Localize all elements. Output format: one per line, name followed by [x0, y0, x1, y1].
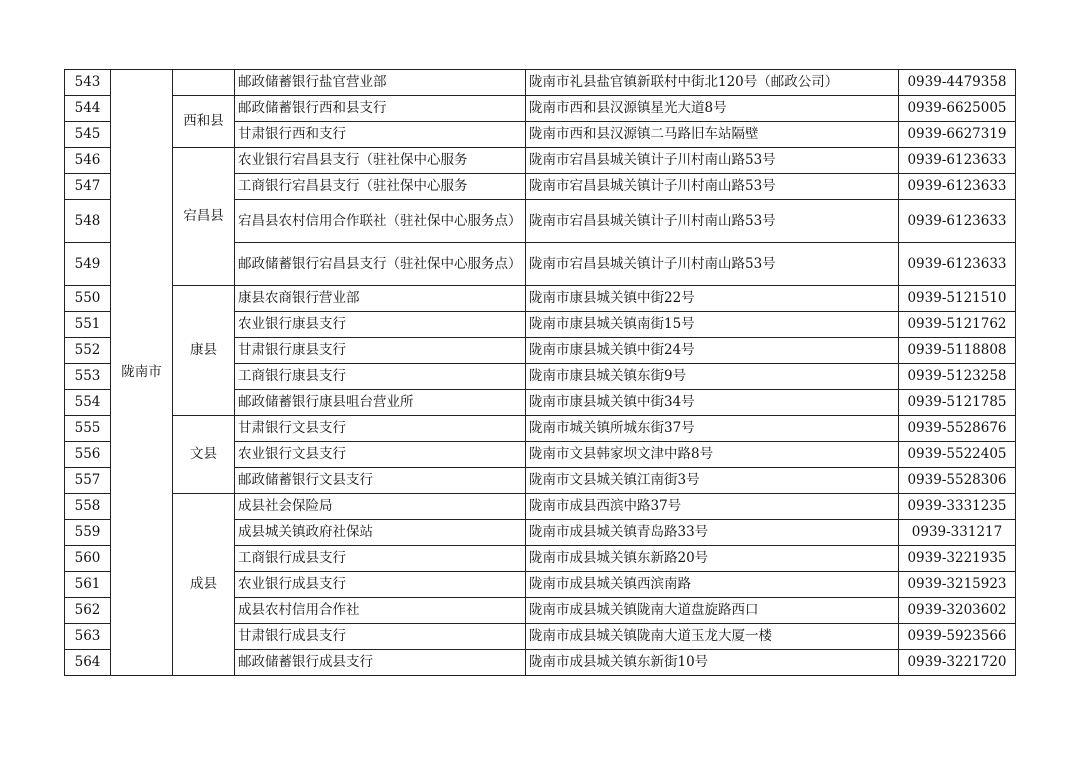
institution-address: 陇南市城关镇所城东街37号 — [526, 416, 899, 442]
institution-phone: 0939-6627319 — [899, 122, 1016, 148]
institution-name: 农业银行康县支行 — [235, 312, 526, 338]
institution-name: 邮政储蓄银行文县支行 — [235, 468, 526, 494]
institution-name: 工商银行成县支行 — [235, 546, 526, 572]
institution-phone: 0939-6123633 — [899, 243, 1016, 286]
institution-name: 农业银行宕昌县支行（驻社保中心服务 — [235, 148, 526, 174]
row-number: 551 — [65, 312, 111, 338]
row-number: 546 — [65, 148, 111, 174]
institution-phone: 0939-3221720 — [899, 650, 1016, 676]
row-number: 547 — [65, 174, 111, 200]
institution-name: 农业银行文县支行 — [235, 442, 526, 468]
institution-phone: 0939-6123633 — [899, 200, 1016, 243]
table-row — [65, 286, 1016, 312]
row-number: 549 — [65, 243, 111, 286]
institution-phone: 0939-5923566 — [899, 624, 1016, 650]
institution-name: 成县农村信用合作社 — [235, 598, 526, 624]
county-cell: 康县 — [173, 286, 235, 416]
institution-name: 甘肃银行西和支行 — [235, 122, 526, 148]
institution-name: 工商银行康县支行 — [235, 364, 526, 390]
county-cell: 西和县 — [173, 96, 235, 148]
institution-address: 陇南市文县城关镇江南街3号 — [526, 468, 899, 494]
city-cell: 陇南市 — [111, 70, 173, 676]
row-number: 543 — [65, 70, 111, 96]
institution-phone: 0939-5121510 — [899, 286, 1016, 312]
county-cell: 成县 — [173, 494, 235, 676]
institution-table — [64, 69, 1016, 676]
institution-phone: 0939-5118808 — [899, 338, 1016, 364]
table-row — [65, 70, 1016, 96]
institution-address: 陇南市康县城关镇中街24号 — [526, 338, 899, 364]
institution-name: 成县社会保险局 — [235, 494, 526, 520]
institution-name: 工商银行宕昌县支行（驻社保中心服务 — [235, 174, 526, 200]
institution-name: 邮政储蓄银行成县支行 — [235, 650, 526, 676]
institution-address: 陇南市宕昌县城关镇计子川村南山路53号 — [526, 200, 899, 243]
institution-name: 邮政储蓄银行西和县支行 — [235, 96, 526, 122]
institution-name: 甘肃银行康县支行 — [235, 338, 526, 364]
row-number: 563 — [65, 624, 111, 650]
institution-address: 陇南市康县城关镇南街15号 — [526, 312, 899, 338]
row-number: 552 — [65, 338, 111, 364]
institution-address: 陇南市成县城关镇东新街10号 — [526, 650, 899, 676]
institution-phone: 0939-5123258 — [899, 364, 1016, 390]
table-row — [65, 148, 1016, 174]
institution-phone: 0939-6123633 — [899, 148, 1016, 174]
row-number: 554 — [65, 390, 111, 416]
institution-name: 农业银行成县支行 — [235, 572, 526, 598]
institution-phone: 0939-5528306 — [899, 468, 1016, 494]
institution-name: 康县农商银行营业部 — [235, 286, 526, 312]
institution-phone: 0939-3203602 — [899, 598, 1016, 624]
institution-address: 陇南市成县城关镇陇南大道玉龙大厦一楼 — [526, 624, 899, 650]
row-number: 550 — [65, 286, 111, 312]
table-row — [65, 416, 1016, 442]
institution-name: 邮政储蓄银行康县咀台营业所 — [235, 390, 526, 416]
institution-address: 陇南市成县城关镇青岛路33号 — [526, 520, 899, 546]
institution-phone: 0939-331217 — [899, 520, 1016, 546]
institution-address: 陇南市成县城关镇西滨南路 — [526, 572, 899, 598]
institution-phone: 0939-3331235 — [899, 494, 1016, 520]
institution-name: 邮政储蓄银行宕昌县支行（驻社保中心服务点） — [235, 243, 526, 286]
institution-address: 陇南市文县韩家坝文津中路8号 — [526, 442, 899, 468]
county-cell — [173, 70, 235, 96]
row-number: 558 — [65, 494, 111, 520]
institution-name: 甘肃银行成县支行 — [235, 624, 526, 650]
institution-phone: 0939-5121785 — [899, 390, 1016, 416]
institution-address: 陇南市成县城关镇陇南大道盘旋路西口 — [526, 598, 899, 624]
institution-address: 陇南市宕昌县城关镇计子川村南山路53号 — [526, 243, 899, 286]
row-number: 559 — [65, 520, 111, 546]
institution-phone: 0939-5121762 — [899, 312, 1016, 338]
institution-address: 陇南市西和县汉源镇二马路旧车站隔壁 — [526, 122, 899, 148]
institution-phone: 0939-6625005 — [899, 96, 1016, 122]
institution-address: 陇南市宕昌县城关镇计子川村南山路53号 — [526, 148, 899, 174]
table-row — [65, 494, 1016, 520]
county-cell: 宕昌县 — [173, 148, 235, 286]
row-number: 564 — [65, 650, 111, 676]
row-number: 553 — [65, 364, 111, 390]
row-number: 548 — [65, 200, 111, 243]
institution-phone: 0939-5528676 — [899, 416, 1016, 442]
institution-address: 陇南市成县西滨中路37号 — [526, 494, 899, 520]
institution-address: 陇南市成县城关镇东新路20号 — [526, 546, 899, 572]
row-number: 560 — [65, 546, 111, 572]
institution-phone: 0939-3215923 — [899, 572, 1016, 598]
row-number: 562 — [65, 598, 111, 624]
institution-address: 陇南市康县城关镇东街9号 — [526, 364, 899, 390]
institution-address: 陇南市礼县盐官镇新联村中街北120号（邮政公司） — [526, 70, 899, 96]
institution-phone: 0939-4479358 — [899, 70, 1016, 96]
row-number: 555 — [65, 416, 111, 442]
table-body — [65, 70, 1016, 676]
institution-address: 陇南市西和县汉源镇星光大道8号 — [526, 96, 899, 122]
institution-name: 甘肃银行文县支行 — [235, 416, 526, 442]
institution-phone: 0939-6123633 — [899, 174, 1016, 200]
institution-phone: 0939-3221935 — [899, 546, 1016, 572]
institution-name: 宕昌县农村信用合作联社（驻社保中心服务点） — [235, 200, 526, 243]
row-number: 557 — [65, 468, 111, 494]
row-number: 556 — [65, 442, 111, 468]
institution-address: 陇南市康县城关镇中街22号 — [526, 286, 899, 312]
institution-name: 邮政储蓄银行盐官营业部 — [235, 70, 526, 96]
institution-phone: 0939-5522405 — [899, 442, 1016, 468]
row-number: 545 — [65, 122, 111, 148]
institution-name: 成县城关镇政府社保站 — [235, 520, 526, 546]
institution-address: 陇南市宕昌县城关镇计子川村南山路53号 — [526, 174, 899, 200]
table-row — [65, 96, 1016, 122]
row-number: 561 — [65, 572, 111, 598]
row-number: 544 — [65, 96, 111, 122]
county-cell: 文县 — [173, 416, 235, 494]
institution-address: 陇南市康县城关镇中街34号 — [526, 390, 899, 416]
